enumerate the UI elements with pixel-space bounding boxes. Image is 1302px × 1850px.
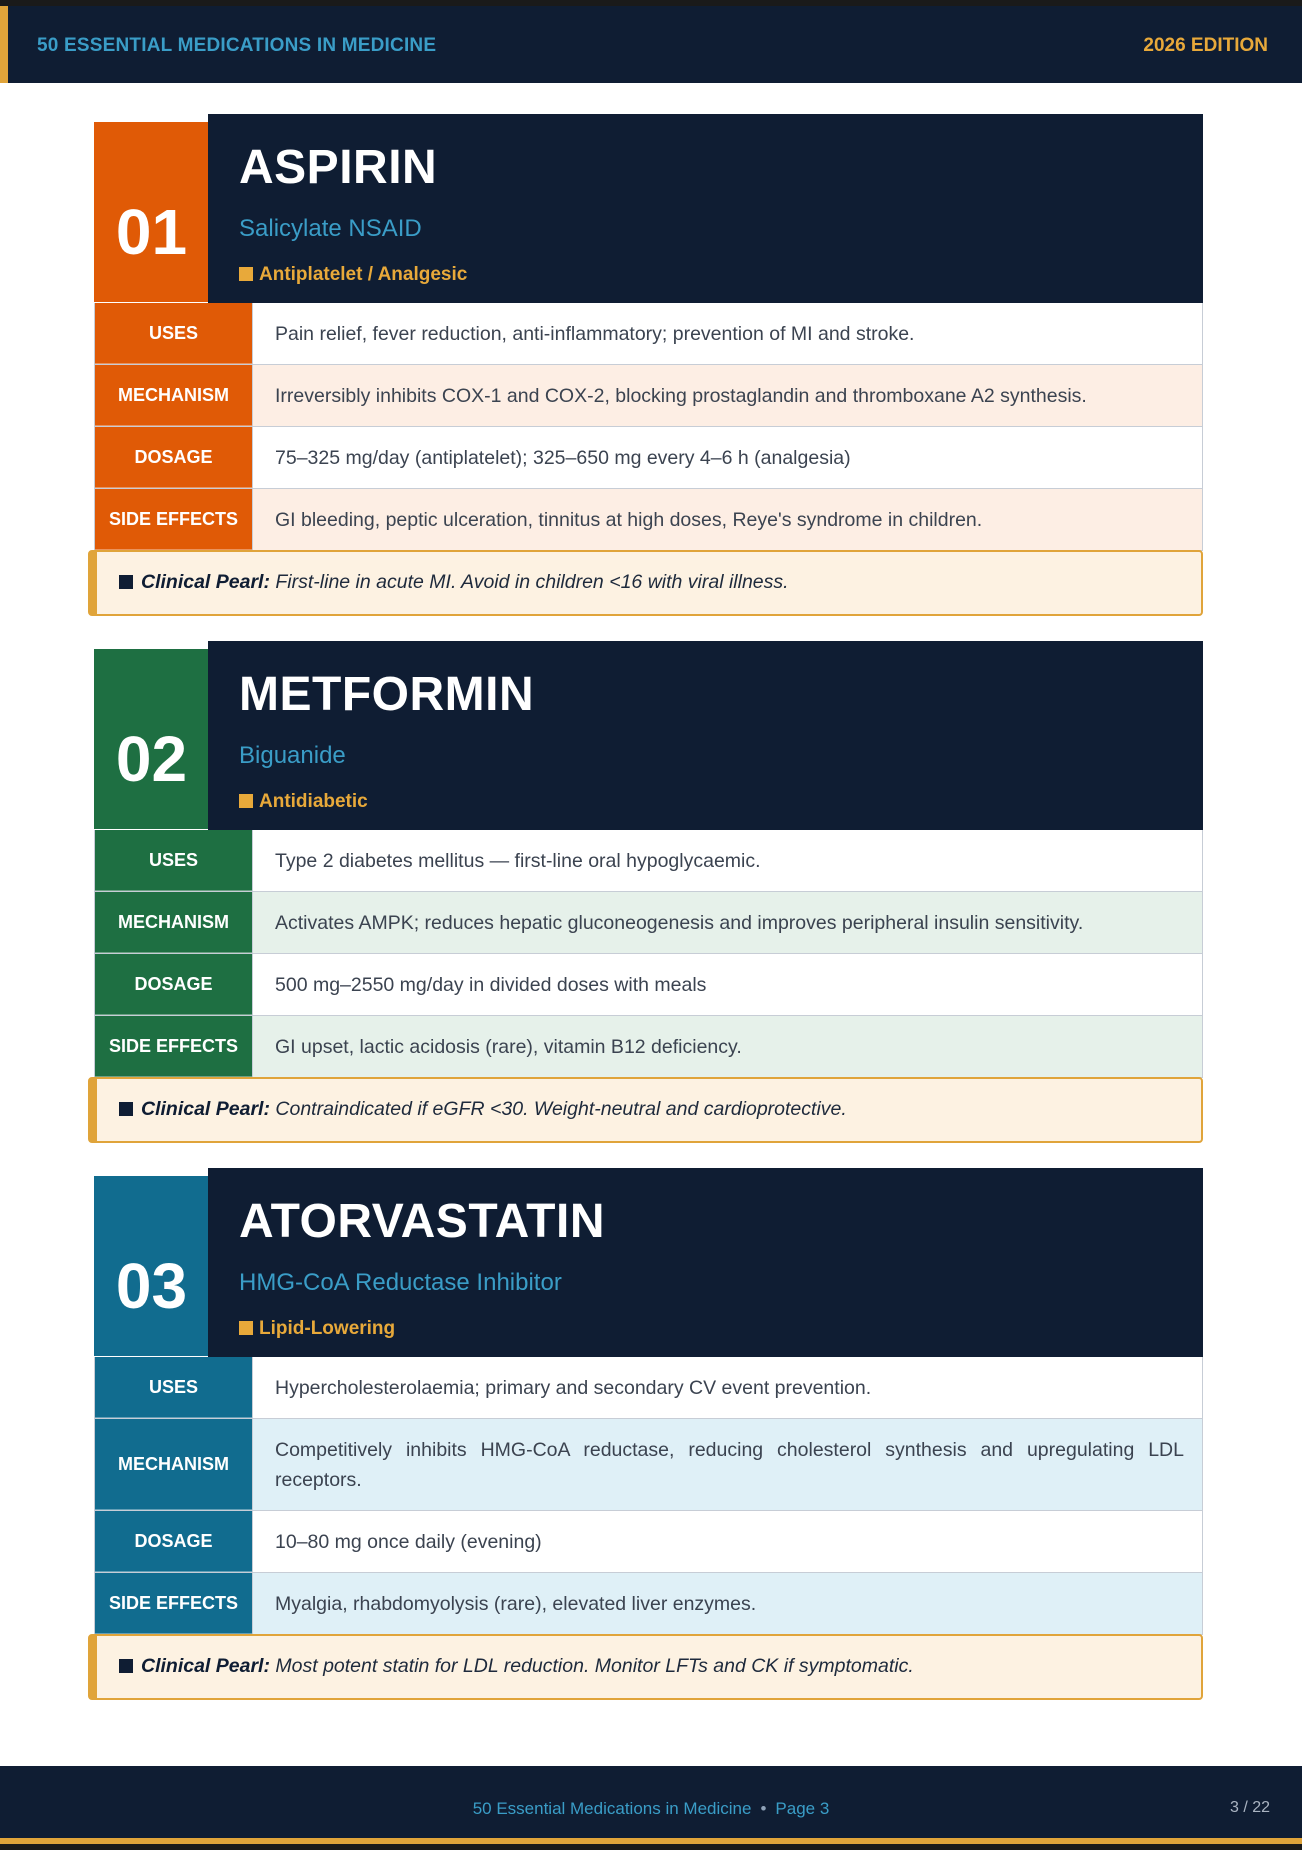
uses-row [94,830,1203,892]
side-effects-value: GI bleeding, peptic ulceration, tinnitus at high doses, Reye's syndrome in children. [252,489,1202,550]
uses-row [94,303,1203,365]
edition-label: 2026 EDITION [1143,35,1268,56]
mechanism-row [94,1419,1203,1511]
drug-header [208,641,1203,830]
clinical-pearl-text: Most potent statin for LDL reduction. Monitor LFTs and CK if symptomatic. [275,1655,914,1677]
clinical-pearl [88,550,1203,616]
mechanism-label: MECHANISM [95,365,252,426]
footer-separator: • [760,1799,767,1818]
clinical-pearl [88,1077,1203,1143]
clinical-pearl-label: Clinical Pearl: [141,1655,270,1677]
mechanism-value: Irreversibly inhibits COX-1 and COX-2, blocking prostaglandin and thromboxane A2 synthesis. [252,365,1202,426]
drug-number: 03 [94,1176,209,1356]
side-effects-row [94,1573,1203,1635]
drug-name: ATORVASTATIN [239,1195,605,1248]
drug-category [239,791,368,813]
drug-class: Salicylate NSAID [239,215,422,242]
clinical-pearl-text: First-line in acute MI. Avoid in children <16 with viral illness. [275,571,789,593]
mechanism-label: MECHANISM [95,892,252,953]
drug-category-label: Lipid-Lowering [259,1318,396,1339]
square-bullet-icon [239,267,253,281]
uses-value: Type 2 diabetes mellitus — first-line oral hypoglycaemic. [252,830,1202,891]
uses-label: USES [95,1357,252,1418]
page [0,6,1302,1844]
side-effects-label: SIDE EFFECTS [95,1016,252,1077]
dosage-row [94,427,1203,489]
mechanism-value: Competitively inhibits HMG-CoA reductase, reducing cholesterol synthesis and upregulating LDL receptors. [252,1419,1202,1510]
clinical-pearl-label: Clinical Pearl: [141,1098,270,1120]
drug-category [239,1318,395,1340]
dosage-row [94,954,1203,1016]
page-count: 3 / 22 [1229,1799,1270,1816]
dosage-row [94,1511,1203,1573]
side-effects-row [94,1016,1203,1078]
drug-category [239,264,467,286]
square-bullet-icon [239,1321,253,1335]
side-effects-label: SIDE EFFECTS [95,1573,252,1634]
clinical-pearl-label: Clinical Pearl: [141,571,270,593]
footer-title: 50 Essential Medications in Medicine [472,1799,752,1818]
top-bar [0,6,1302,83]
drug-name: METFORMIN [239,668,535,721]
dosage-label: DOSAGE [95,427,252,488]
drug-category-label: Antiplatelet / Analgesic [259,264,468,285]
square-bullet-icon [239,794,253,808]
square-bullet-icon [119,1659,133,1673]
side-effects-value: Myalgia, rhabdomyolysis (rare), elevated liver enzymes. [252,1573,1202,1634]
side-effects-value: GI upset, lactic acidosis (rare), vitamin B12 deficiency. [252,1016,1202,1077]
dosage-value: 10–80 mg once daily (evening) [252,1511,1202,1572]
drug-header [208,1168,1203,1357]
document-title: 50 ESSENTIAL MEDICATIONS IN MEDICINE [37,35,437,56]
mechanism-label: MECHANISM [95,1419,252,1510]
dosage-label: DOSAGE [95,1511,252,1572]
mechanism-value: Activates AMPK; reduces hepatic gluconeogenesis and improves peripheral insulin sensitivity. [252,892,1202,953]
drug-name: ASPIRIN [239,141,438,194]
drug-class: Biguanide [239,742,346,769]
footer-page-label: Page 3 [775,1799,830,1818]
dosage-label: DOSAGE [95,954,252,1015]
uses-value: Hypercholesterolaemia; primary and secondary CV event prevention. [252,1357,1202,1418]
page-footer [0,1766,1302,1844]
drug-category-label: Antidiabetic [259,791,368,812]
drug-header [208,114,1203,303]
dosage-value: 75–325 mg/day (antiplatelet); 325–650 mg every 4–6 h (analgesia) [252,427,1202,488]
dosage-value: 500 mg–2550 mg/day in divided doses with meals [252,954,1202,1015]
square-bullet-icon [119,1102,133,1116]
uses-label: USES [95,830,252,891]
mechanism-row [94,892,1203,954]
drug-class: HMG-CoA Reductase Inhibitor [239,1269,562,1296]
side-effects-label: SIDE EFFECTS [95,489,252,550]
square-bullet-icon [119,575,133,589]
drug-number: 02 [94,649,209,829]
uses-value: Pain relief, fever reduction, anti-inflammatory; prevention of MI and stroke. [252,303,1202,364]
mechanism-row [94,365,1203,427]
drug-number: 01 [94,122,209,302]
uses-label: USES [95,303,252,364]
clinical-pearl [88,1634,1203,1700]
side-effects-row [94,489,1203,551]
clinical-pearl-text: Contraindicated if eGFR <30. Weight-neutral and cardioprotective. [275,1098,847,1120]
uses-row [94,1357,1203,1419]
footer-title-line [0,1799,1302,1819]
